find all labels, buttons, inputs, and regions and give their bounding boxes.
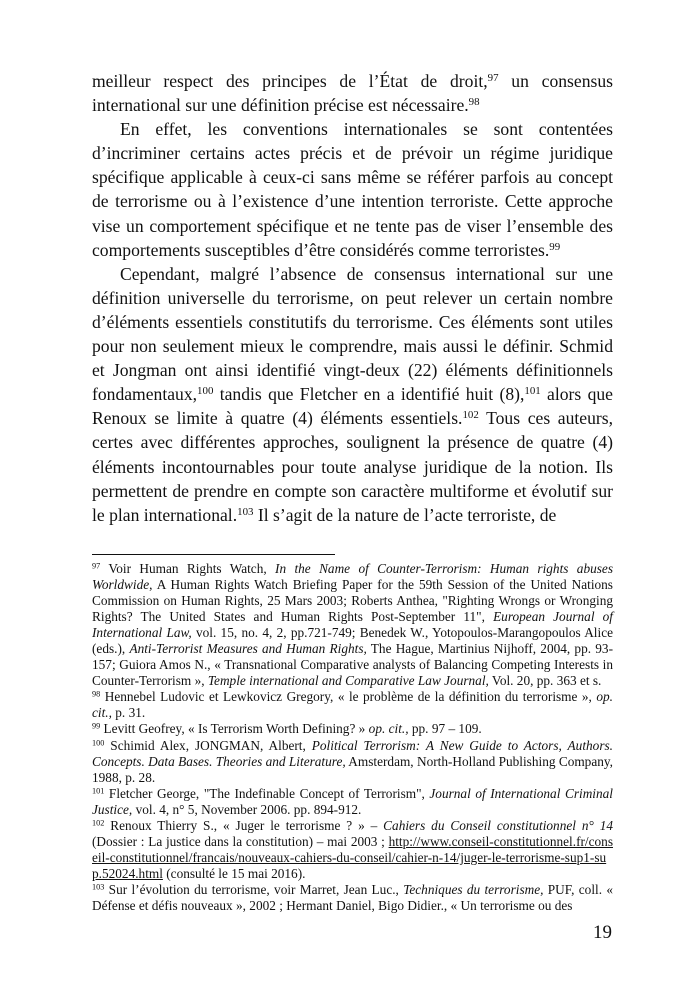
footnote-number: 99: [92, 721, 101, 731]
italic-title: Cahiers du Conseil constitutionnel n° 14: [383, 817, 613, 833]
footnote-reference[interactable]: 99: [549, 240, 561, 253]
footnote-number: 102: [92, 818, 105, 828]
footnote: [92, 786, 613, 818]
text-segment: alors que Renoux se limite à quatre (4) éléments essentiels.: [92, 384, 613, 429]
text-segment: , A Human Rights Watch Briefing Paper for the 59th Session of the United Nations Commission on Human Rights, 25 Mars 2003; Roberts Anthea, "Righting Wrongs or Wronging Rights? The United States and Human Rights Post-September 11",: [92, 577, 613, 625]
text-segment: Sur l’évolution du terrorisme, voir Marret, Jean Luc.,: [104, 881, 404, 897]
italic-title: op. cit.,: [368, 721, 409, 737]
text-segment: PUF, coll. « Défense et défis nouveaux », 2002 ; Hermant Daniel, Bigo Didier., « Un terrorisme ou des: [92, 881, 613, 913]
footnotes: [92, 561, 613, 914]
footnote: [92, 818, 613, 882]
footnote: [92, 738, 613, 786]
footnote-reference[interactable]: 103: [237, 505, 254, 518]
footnote: [92, 882, 613, 914]
footnote: [92, 689, 613, 721]
footnote-number: 98: [92, 689, 101, 699]
italic-title: op. cit.,: [92, 689, 613, 721]
text-segment: p. 31.: [111, 705, 146, 721]
text-segment: Renoux Thierry S., « Juger le terrorisme ? » –: [104, 817, 384, 833]
text-segment: Levitt Geofrey, « Is Terrorism Worth Defining? »: [100, 721, 369, 737]
body-text: [92, 69, 613, 527]
footnote-reference[interactable]: 101: [524, 385, 541, 398]
italic-title: Temple international and Comparative Law Journal,: [207, 673, 489, 689]
page-number: 19: [593, 922, 612, 943]
italic-title: Political Terrorism: A New Guide to Actors, Authors. Concepts. Data Bases. Theories and Literature,: [92, 737, 613, 769]
footnote-number: 103: [92, 882, 105, 892]
text-segment: Il s’agit de la nature de l’acte terroriste, de: [253, 504, 557, 525]
text-segment: Schimid Alex, JONGMAN, Albert,: [104, 737, 312, 753]
text-segment: The Hague, Martinius Nijhoff, 2004, pp. 93-157; Guiora Amos N., « Transnational Comparative analysts of Balancing Competing Interests in Counter-Terrorism »,: [92, 641, 613, 689]
italic-title: Journal of International Criminal Justice,: [92, 785, 613, 817]
text-segment: Vol. 20, pp. 363 et s.: [488, 673, 602, 689]
text-segment: En effet, les conventions internationales se sont contentées d’incriminer certains actes précis et de prévoir un régime juridique spécifique applicable à ceux-ci sans même se référer parfois au concept de terrorisme ou à l’existence d’une intention terroriste. Cette approche vise un comportement spécifique et ne tente pas de viser l’ensemble des comportements susceptibles d’être considérés comme terroristes.: [92, 119, 613, 260]
text-segment: Hennebel Ludovic et Lewkovicz Gregory, « le problème de la définition du terrorisme »,: [100, 689, 597, 705]
body-paragraph: [92, 69, 613, 117]
text-segment: Tous ces auteurs, certes avec différentes approches, soulignent la présence de quatre (4) éléments incontournables pour toute analyse juridique de la notion. Ils permettent de prendre en compte son caractère multiforme et évolutif sur le plan international.: [92, 408, 613, 525]
footnote: [92, 561, 613, 689]
footnote-separator: [92, 554, 335, 555]
text-segment: meilleur respect des principes de l’État de droit,: [92, 71, 488, 91]
italic-title: European Journal of International Law,: [92, 609, 613, 641]
italic-title: Anti-Terrorist Measures and Human Rights,: [129, 641, 367, 657]
body-paragraph: [92, 262, 613, 527]
footnote-url-link[interactable]: http://www.conseil-constitutionnel.fr/conseil-constitutionnel/francais/nouveaux-cahiers-du-conseil/cahier-n-14/juger-le-terrorisme-sup1-sup.52024.html: [92, 833, 613, 881]
text-segment: tandis que Fletcher en a identifié huit (8),: [213, 384, 525, 405]
text-segment: pp. 97 – 109.: [408, 721, 482, 737]
body-paragraph: [92, 117, 613, 262]
footnote-number: 100: [92, 737, 105, 747]
footnote-reference[interactable]: 97: [487, 72, 499, 84]
text-segment: (Dossier : La justice dans la constitution) – mai 2003 ;: [92, 833, 389, 849]
text-segment: Cependant, malgré l’absence de consensus international sur une définition universelle du terrorisme, on peut relever un certain nombre d’éléments essentiels constitutifs du terrorisme. Ces éléments sont utiles pour non seulement mieux le comprendre, mais aussi le définir. Schmid et Jongman ont ainsi identifié vingt-deux (22) éléments définitionnels fondamentaux,: [92, 263, 613, 405]
text-segment: un consensus international sur une définition précise est nécessaire.: [92, 71, 613, 116]
text-segment: Voir Human Rights Watch,: [100, 561, 276, 576]
footnote-reference[interactable]: 98: [468, 96, 480, 109]
text-segment: Amsterdam, North-Holland Publishing Company, 1988, p. 28.: [92, 753, 613, 785]
text-segment: vol. 4, n° 5, November 2006. pp. 894-912.: [132, 801, 362, 817]
footnote: [92, 721, 613, 737]
footnote-number: 97: [92, 561, 101, 571]
text-segment: Fletcher George, "The Indefinable Concept of Terrorism",: [104, 785, 430, 801]
italic-title: Techniques du terrorisme,: [403, 881, 544, 897]
text-segment: vol. 15, no. 4, 2, pp.721-749; Benedek W., Yotopoulos-Marangopoulos Alice (eds.),: [92, 625, 613, 657]
footnote-number: 101: [92, 786, 105, 796]
italic-title: In the Name of Counter-Terrorism: Human rights abuses Worldwide: [92, 561, 613, 593]
footnote-reference[interactable]: 100: [197, 385, 214, 398]
text-segment: (consulté le 15 mai 2016).: [162, 865, 306, 881]
footnote-reference[interactable]: 102: [462, 409, 479, 422]
